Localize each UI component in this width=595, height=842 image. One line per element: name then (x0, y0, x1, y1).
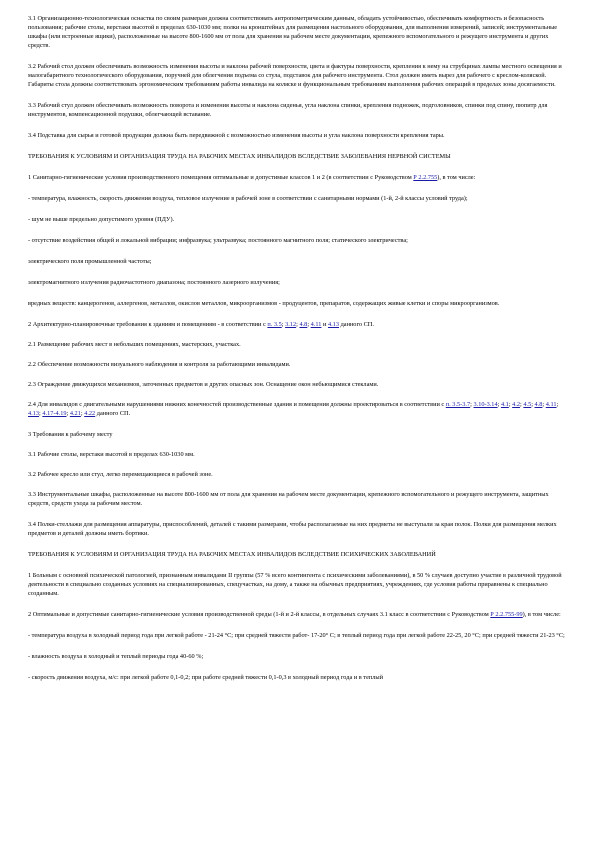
line-electromagnetic: электромагнитного излучения радиочастотного диапазона; постоянного лазерного излучения; (28, 279, 280, 286)
paragraph-workplace-3-1: 3.1 Рабочие столы, верстаки высотой в пределах 630-1030 мм. (28, 451, 195, 458)
paragraph-workplace-3-3: 3.3 Инструментальные шкафы, расположенные на высоте 800-1600 мм от пола для хранения на рабочем месте документации, крепежного вспомогательного и режущего инструмента, защитных средств, средств ухода за рабочим местом. (28, 491, 549, 507)
link-p-3-5-3-7[interactable]: п. 3.5-3.7 (445, 401, 471, 408)
paragraph-3-3: 3.3 Рабочий стул должен обеспечивать возможность поворота и изменения высоты и наклона сиденья, угла наклона спинки, крепления подножек, подголовников, спинки под спину, пюпитр для инструментов, компенсационной подушки, облегчающей вставание. (28, 102, 548, 118)
text-fragment: 2 Архитектурно-планировочные требования к зданиям и помещениям - в соответствии с (28, 321, 268, 328)
link-4-11[interactable]: 4.11 (310, 321, 322, 328)
link-4-8[interactable]: 4.8 (534, 401, 543, 408)
text-fragment: и (321, 321, 328, 328)
paragraph-workplace-3-4: 3.4 Полки-стеллажи для размещения аппаратуры, приспособлений, деталей с такими размерами, чтобы располагаемые на них предметы не выступали за края полок. Полки для размещения мелких предметов и деталей должны иметь бортики. (28, 521, 557, 537)
link-r-2-2-755[interactable]: Р 2.2.755 (413, 174, 438, 181)
line-harmful-substances: вредных веществ: канцерогенов, аллергенов, металлов, окислов металлов, микроорганизмов - продуцентов, препаратов, содержащих живые клетки и споры микроорганизмов. (28, 300, 500, 307)
text-fragment: данного СП. (339, 321, 374, 328)
paragraph-3-2: 3.2 Рабочий стол должен обеспечивать возможность изменения высоты и наклона рабочей поверхности, цвета и фактуры поверхности, крепления к нему на струбцинах лампы местного освещения и малогабаритного технологического оборудования, поручней для облегчения подъема со стула, подставок для рабочего инструмента. Стол должен иметь вырез для рабочего с креслом-коляской. Габариты стола должны соответствовать эргономическим требованиям работы инвалида на коляске и функциональным требованиям выполнения рабочих операций в пределах зоны досягаемости. (28, 63, 562, 88)
link-p-3-5[interactable]: п. 3.5 (267, 321, 282, 328)
paragraph-2-2: 2.2 Обеспечение возможности визуального наблюдения и контроля за работающими инвалидами. (28, 361, 291, 368)
link-r-2-2-755-99[interactable]: Р 2.2.755-99 (490, 611, 523, 618)
paragraph-mental-1: 1 Больным с основной психической патологией, признанным инвалидами II группы (57 % всего контингента с психическими заболеваниями), в 50 % случаев доступно участие в различной трудовой деятельности в специально созданных условиях на специализированных, спецучастках, на дому, а также на обычных предприятиях, учреждениях, где условия работы приравнены к специально созданным. (28, 572, 562, 597)
bullet-temperature: - температура, влажность, скорость движения воздуха, тепловое излучение в рабочей зоне в соответствии с санитарными нормами (1-й, 2-й классы условий труда); (28, 195, 468, 202)
paragraph-2-4: 2.4 Для инвалидов с двигательными нарушениями нижних конечностей производственные здания и помещения должны проектироваться в соответствии с п. 3.5-3.7; 3.10-3.14; 4.1; 4.2; 4.5; 4.8; 4.11; 4.13; 4.17-4.19; 4.21; 4.22 данного СП. (28, 401, 559, 417)
paragraph-mental-2 (28, 610, 569, 619)
link-4-22[interactable]: 4.22 (84, 410, 96, 417)
link-4-2[interactable]: 4.2 (512, 401, 521, 408)
link-4-17-4-19[interactable]: 4.17-4.19 (42, 410, 67, 417)
link-4-11[interactable]: 4.11 (545, 401, 557, 408)
link-4-5[interactable]: 4.5 (523, 401, 532, 408)
paragraph-nervous-1 (28, 173, 569, 182)
bullet-air-temperature: - температура воздуха в холодный период года при легкой работе - 21-24 °С; при средней тяжести работ- 17-20° С; в теплый период года при легкой работе 22-25, 20 °С; при средней тяжести 21-23 °С; (28, 632, 565, 639)
section-heading-mental: ТРЕБОВАНИЯ К УСЛОВИЯМ И ОРГАНИЗАЦИЯ ТРУДА НА РАБОЧИХ МЕСТАХ ИНВАЛИДОВ ВСЛЕДСТВИЕ ПСИХИЧЕСКИХ ЗАБОЛЕВАНИЙ (28, 551, 436, 558)
text-fragment: ), в том числе: (437, 174, 476, 181)
link-4-1[interactable]: 4.1 (500, 401, 509, 408)
text-fragment: 1 Санитарно-гигиенические условия производственного помещения оптимальные и допустимые классов 1 и 2 (в соответствии с Руководством (28, 174, 414, 181)
bullet-air-speed: - скорость движения воздуха, м/с: при легкой работе 0,1-0,2; при работе средней тяжести 0,1-0,3 в холодный период года и в теплый (28, 674, 383, 681)
link-4-21[interactable]: 4.21 (69, 410, 81, 417)
text-fragment: данного СП. (95, 410, 131, 417)
link-3-10-3-14[interactable]: 3.10-3.14 (473, 401, 498, 408)
link-3-12[interactable]: 3.12 (285, 321, 297, 328)
paragraph-nervous-2: 2 Архитектурно-планировочные требования к зданиям и помещениям - в соответствии с п. 3.5; 3.12; 4.8; 4.11 и 4.13 данного СП. (28, 321, 374, 328)
text-fragment: 2 Оптимальные и допустимые санитарно-гигиенические условия производственной среды (1-й и 2-й классы, в отдельных случаях 3.1 класс в соответствии с Руководством (28, 611, 491, 618)
link-4-13[interactable]: 4.13 (28, 410, 40, 417)
section-heading-nervous: ТРЕБОВАНИЯ К УСЛОВИЯМ И ОРГАНИЗАЦИЯ ТРУДА НА РАБОЧИХ МЕСТАХ ИНВАЛИДОВ ВСЛЕДСТВИЕ ЗАБОЛЕВАНИЯ НЕРВНОЙ СИСТЕМЫ (28, 153, 451, 160)
bullet-humidity: - влажность воздуха в холодный и теплый периоды года 40-60 %; (28, 653, 204, 660)
paragraph-3-1: 3.1 Организационно-технологическая оснастка по своим размерам должна соответствовать антропометрическим данным, обладать устойчивостью, обеспечивать комфортность и безопасность пользования; рабочие столы, верстаки высотой в пределах 630-1030 мм; полки на кронштейнах для размещения настольного оборудования, для выполнения измерений, записей; инструментальные шкафы (или встроенные ящики), расположенные на высоте 800-1600 мм от пола для хранения на рабочем месте документации, крепежного вспомогательного и режущего инструмента и других средств. (28, 15, 558, 49)
paragraph-2-3: 2.3 Ограждение движущихся механизмов, заточенных предметов и других опасных зон. Оснащение окон небьющимися стеклами. (28, 381, 379, 388)
paragraph-workplace-3: 3 Требования к рабочему месту (28, 431, 113, 438)
bullet-noise: - шум не выше предельно допустимого уровня (ПДУ). (28, 216, 175, 223)
link-4-13[interactable]: 4.13 (327, 321, 339, 328)
text-fragment: 2.4 Для инвалидов с двигательными нарушениями нижних конечностей производственные здания и помещения должны проектироваться в соответствии с (28, 401, 446, 408)
bullet-vibration: - отсутствие воздействия общей и локальной вибрации; инфразвука; ультразвука; постоянного магнитного поля; статического электричества; (28, 237, 408, 244)
text-fragment: ), в том числе: (522, 611, 561, 618)
paragraph-2-1: 2.1 Размещение рабочих мест в небольших помещениях, мастерских, участках. (28, 341, 241, 348)
paragraph-workplace-3-2: 3.2 Рабочее кресло или стул, легко перемещающиеся в рабочей зоне. (28, 471, 213, 478)
line-electric-field: электрического поля промышленной частоты; (28, 258, 152, 265)
paragraph-3-4: 3.4 Подставка для сырья и готовой продукции должна быть передвижной с возможностью изменения высоты и угла наклона поверхности крепления тары. (28, 132, 445, 139)
link-4-8[interactable]: 4.8 (299, 321, 308, 328)
